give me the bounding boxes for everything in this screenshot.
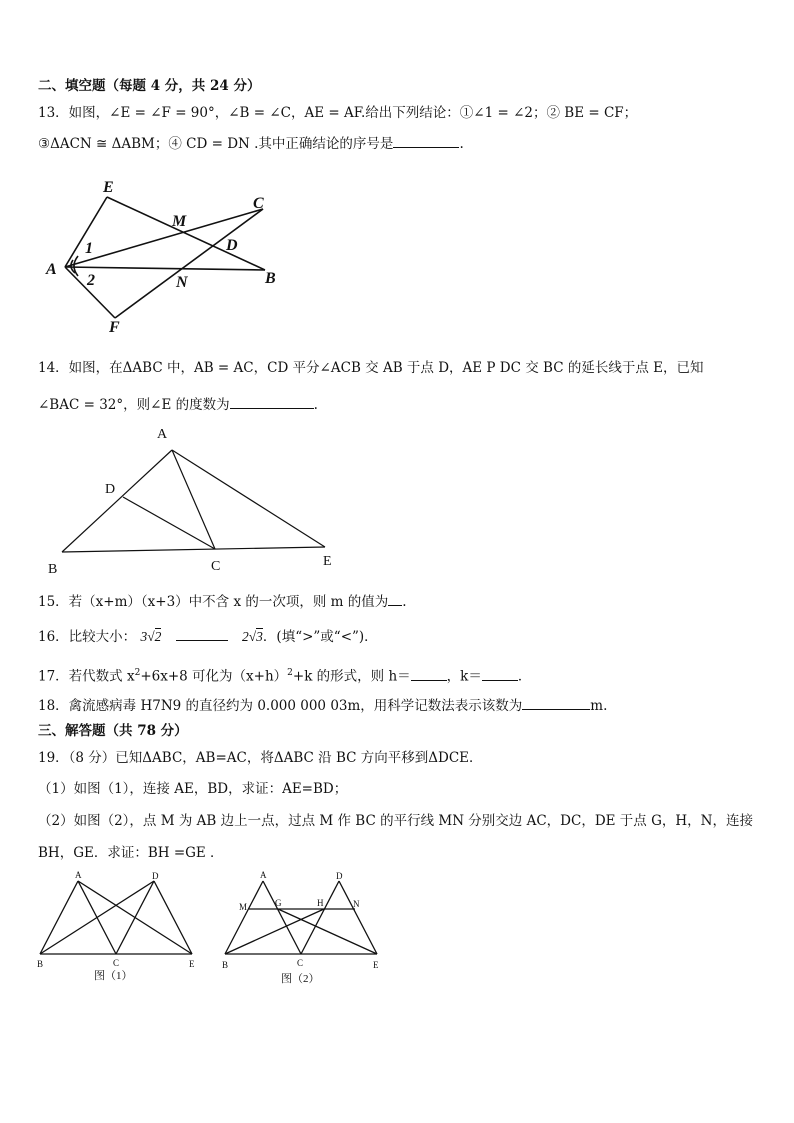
q17-sup-2: 2 bbox=[287, 668, 293, 678]
fig2-label-B: B bbox=[222, 960, 229, 970]
q13-label-E: E bbox=[103, 179, 114, 196]
fig1-label-A: A bbox=[75, 870, 82, 880]
q14-label-B: B bbox=[48, 562, 58, 577]
q13-line2 bbox=[38, 135, 464, 153]
fig1-label-D: D bbox=[152, 871, 159, 881]
fig1-label-B: B bbox=[37, 959, 44, 969]
q14-label-D: D bbox=[105, 482, 116, 497]
q13-label-1: 1 bbox=[85, 240, 93, 257]
q19-line1: 19．（8 分）已知ΔABC，AB=AC，将ΔABC 沿 BC 方向平移到ΔDCE． bbox=[38, 750, 483, 766]
q14-line2-end: . bbox=[313, 397, 318, 413]
q17-text-1: 17．若代数式 x bbox=[38, 668, 135, 685]
fig2-label-M: M bbox=[239, 902, 248, 912]
q17-text-4: ，k＝ bbox=[446, 668, 482, 685]
q14-answer-blank bbox=[230, 396, 314, 409]
q13-label-C: C bbox=[253, 195, 264, 212]
q17-text-5: ． bbox=[517, 668, 532, 685]
q16-b-coef: 2 bbox=[242, 629, 249, 644]
fig1-label-C: C bbox=[113, 958, 120, 968]
fig2-label-A: A bbox=[260, 870, 267, 880]
q15-line bbox=[38, 593, 407, 611]
q13-label-D: D bbox=[226, 237, 238, 254]
q17-line bbox=[38, 664, 531, 686]
q17-sup-1: 2 bbox=[134, 668, 141, 678]
q16-a-coef: 3 bbox=[140, 629, 148, 644]
fig1-caption: 图（1） bbox=[94, 970, 133, 982]
q14-label-A: A bbox=[157, 427, 168, 442]
q14-label-E: E bbox=[323, 554, 332, 569]
q13-answer-blank bbox=[393, 135, 459, 148]
q17-k-blank bbox=[482, 668, 518, 681]
q14-figure bbox=[40, 422, 350, 580]
fig2-label-G: G bbox=[275, 898, 282, 908]
q15-text: 15．若（x+m）（x+3）中不含 x 的一次项，则 m 的值为 bbox=[38, 594, 389, 610]
q13-figure bbox=[40, 172, 290, 337]
q17-text-3: +k 的形式，则 h＝ bbox=[292, 668, 411, 685]
fig2-caption: 图（2） bbox=[281, 973, 320, 985]
q14-line2-text: ∠BAC = 32°，则∠E 的度数为 bbox=[38, 397, 230, 413]
q14-label-C: C bbox=[211, 559, 221, 574]
q15-end: . bbox=[402, 594, 407, 610]
q15-answer-blank bbox=[388, 593, 402, 606]
q13-label-M: M bbox=[172, 213, 187, 230]
fig2-label-H: H bbox=[317, 898, 324, 908]
q13-line1: 13．如图，∠E = ∠F = 90°，∠B = ∠C，AE = AF.给出下列结论：①∠1 = ∠2；② BE = CF； bbox=[38, 105, 638, 121]
q16-suffix: ．(填“>”或“<”)． bbox=[262, 629, 378, 645]
q13-line2-end: . bbox=[459, 136, 464, 152]
q19-figure-2 bbox=[220, 868, 390, 990]
q16-answer-blank bbox=[176, 628, 228, 641]
fig2-label-E: E bbox=[373, 960, 379, 970]
q13-label-F: F bbox=[109, 319, 120, 336]
q13-label-2: 2 bbox=[87, 272, 95, 289]
q19-line3: （2）如图（2），点 M 为 AB 边上一点，过点 M 作 BC 的平行线 MN 分别交边 AC，DC，DE 于点 G，H，N，连接 bbox=[38, 813, 753, 829]
q13-label-N: N bbox=[176, 274, 188, 291]
section-heading-solutions: 三、解答题（共 78 分） bbox=[38, 723, 188, 739]
fig1-label-E: E bbox=[189, 959, 195, 969]
q16-a-radicand: 2 bbox=[154, 629, 162, 644]
q17-h-blank bbox=[411, 668, 447, 681]
q18-line bbox=[38, 697, 607, 715]
radical-sign: √ bbox=[248, 629, 257, 644]
q16-line bbox=[38, 628, 378, 646]
q16-right-expr bbox=[242, 628, 263, 644]
q18-answer-blank bbox=[522, 697, 590, 710]
q13-line2-text: ③ΔACN ≅ ΔABM；④ CD = DN .其中正确结论的序号是 bbox=[38, 136, 394, 152]
q19-figure-1 bbox=[34, 868, 204, 986]
section-heading-fill-in: 二、填空题（每题 4 分，共 24 分） bbox=[38, 78, 261, 94]
fig2-label-D: D bbox=[336, 871, 343, 881]
q16-prefix: 16．比较大小： bbox=[38, 629, 137, 645]
q18-end: m. bbox=[590, 698, 608, 714]
q16-left-expr bbox=[140, 628, 161, 644]
q17-text-2: +6x+8 可化为（x+h） bbox=[140, 668, 288, 685]
q18-text: 18．禽流感病毒 H7N9 的直径约为 0.000 000 03m，用科学记数法表示该数为 bbox=[38, 698, 523, 714]
q14-line2 bbox=[38, 396, 318, 414]
fig2-label-N: N bbox=[353, 899, 360, 909]
q19-line2: （1）如图（1），连接 AE，BD，求证：AE=BD； bbox=[38, 781, 348, 797]
q16-b-radicand: 3 bbox=[256, 629, 263, 644]
q13-label-A: A bbox=[46, 261, 57, 278]
q13-label-B: B bbox=[265, 270, 276, 287]
q14-line1: 14．如图，在ΔABC 中，AB = AC，CD 平分∠ACB 交 AB 于点 D，AE P DC 交 BC 的延长线于点 E，已知 bbox=[38, 360, 704, 376]
fig2-label-C: C bbox=[297, 958, 304, 968]
radical-sign: √ bbox=[147, 629, 155, 644]
q19-line4: BH，GE．求证：BH =GE ． bbox=[38, 845, 224, 861]
